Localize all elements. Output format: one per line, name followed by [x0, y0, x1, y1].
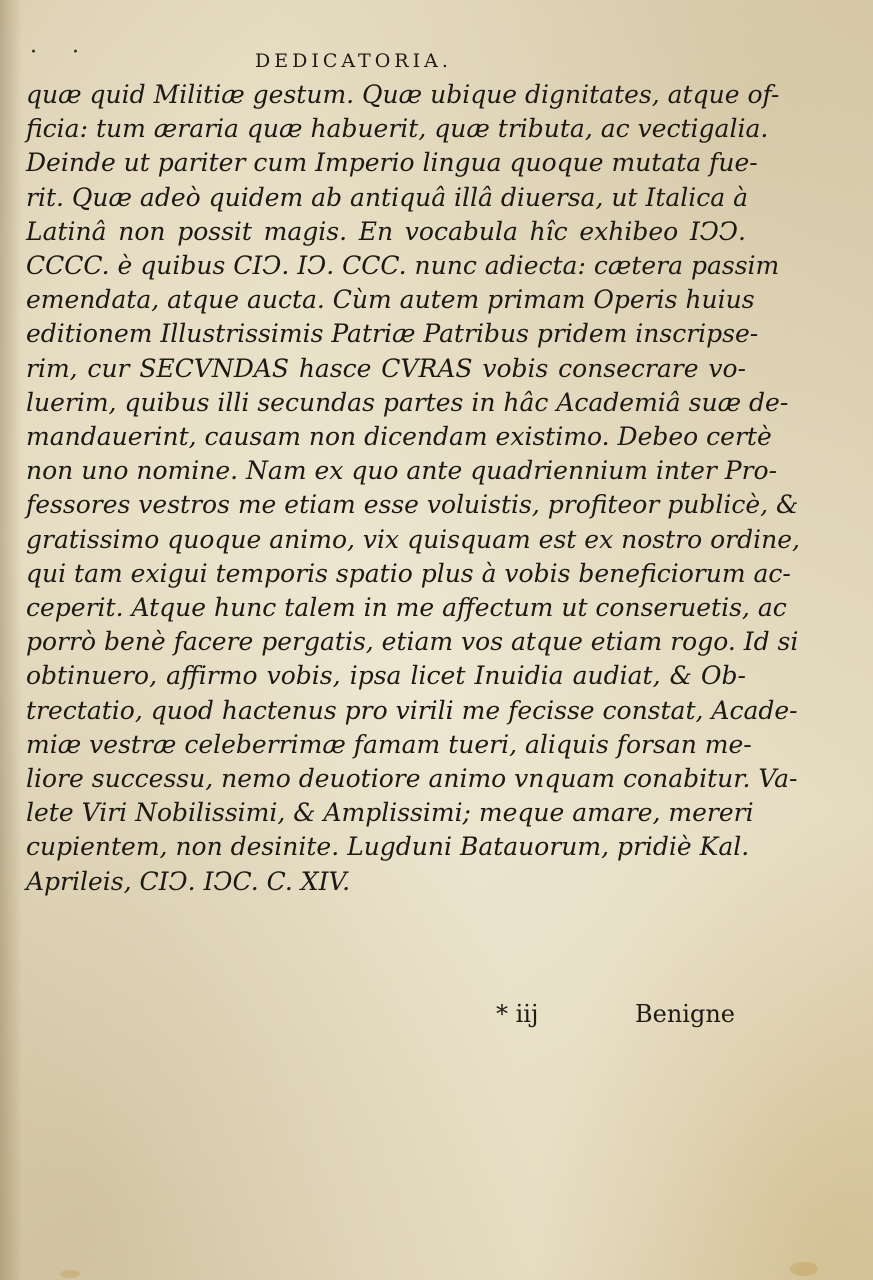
text-line: gratissimo quoque animo, vix quisquam est ex nostro ordine,: [26, 524, 800, 554]
text-line: Latinâ non possit magis. En vocabula hîc exhibeo IↃↃ.: [26, 216, 746, 246]
text-line: lete Viri Nobilissimi, & Amplissimi; meque amare, mereri: [26, 798, 754, 828]
catchword: Benigne: [635, 1000, 735, 1028]
text-line: trectatio, quod hactenus pro virili me fecisse constat, Acade-: [26, 695, 798, 725]
text-line: obtinuero, affirmo vobis, ipsa licet Inuidia audiat, & Ob-: [26, 661, 746, 691]
text-line: cupientem, non desinite. Lugduni Batauorum, pridiè Kal.: [26, 832, 750, 862]
text-line: ficia: tum æraria quæ habuerit, quæ tributa, ac vectigalia.: [26, 114, 769, 144]
foxing-stain: [60, 1270, 80, 1278]
text-line: non uno nomine. Nam ex quo ante quadriennium inter Pro-: [26, 456, 778, 486]
dedication-text: [26, 78, 800, 899]
text-line: Aprileis, CIↃ. IↃC. C. XIV.: [26, 866, 351, 896]
foxing-stain: [790, 1262, 818, 1276]
text-line: qui tam exigui temporis spatio plus à vobis beneficiorum ac-: [26, 558, 791, 588]
signature-mark: * iij: [496, 1000, 539, 1028]
text-line: fessores vestros me etiam esse voluistis, profiteor publicè, &: [26, 490, 799, 520]
text-line: liore successu, nemo deuotiore animo vnquam conabitur. Va-: [26, 764, 798, 794]
header-marks: · ·: [30, 40, 93, 65]
text-line: rim, cur SECVNDAS hasce CVRAS vobis consecrare vo-: [26, 353, 746, 383]
page-header: DEDICATORIA.: [255, 50, 452, 72]
text-line: quæ quid Militiæ gestum. Quæ ubique dignitates, atque of-: [26, 80, 780, 109]
text-line: mandauerint, causam non dicendam existimo. Debeo certè: [26, 422, 772, 452]
gutter-shadow: [0, 0, 22, 1280]
text-line: editionem Illustrissimis Patriæ Patribus pridem inscripse-: [26, 319, 759, 349]
text-line: rit. Quæ adeò quidem ab antiquâ illâ diuersa, ut Italica à: [26, 182, 749, 212]
text-line: emendata, atque aucta. Cùm autem primam Operis huius: [26, 285, 755, 315]
text-line: miæ vestræ celeberrimæ famam tueri, aliquis forsan me-: [26, 729, 752, 759]
text-line: CCCC. è quibus CIↃ. IↃ. CCC. nunc adiecta: cætera passim: [26, 251, 780, 281]
text-line: ceperit. Atque hunc talem in me affectum ut conseruetis, ac: [26, 593, 787, 623]
text-line: luerim, quibus illi secundas partes in hâc Academiâ suæ de-: [26, 387, 789, 417]
text-line: porrò benè facere pergatis, etiam vos atque etiam rogo. Id si: [26, 627, 799, 657]
text-line: Deinde ut pariter cum Imperio lingua quoque mutata fue-: [26, 148, 758, 178]
